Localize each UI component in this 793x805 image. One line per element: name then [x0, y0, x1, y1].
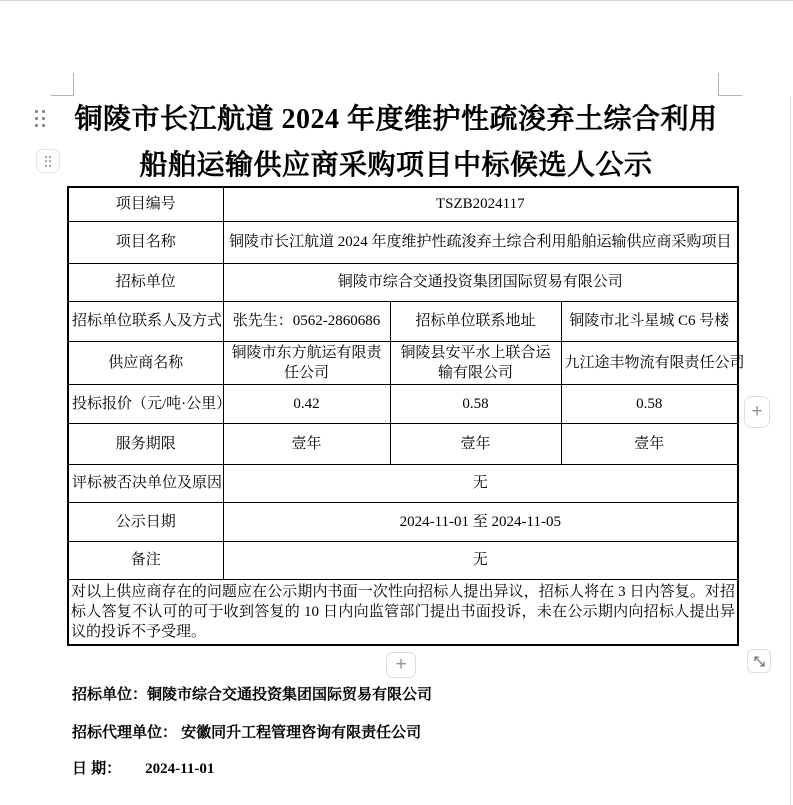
plus-icon: +: [751, 401, 763, 422]
rejected-units-label[interactable]: 评标被否决单位及原因: [68, 464, 223, 502]
publicity-date-value[interactable]: 2024-11-01 至 2024-11-05: [223, 502, 738, 541]
page-title-line-1: 铜陵市长江航道 2024 年度维护性疏浚弃土综合利用: [74, 104, 718, 135]
table-row: [68, 579, 738, 645]
rejected-units-value[interactable]: 无: [223, 464, 738, 502]
page-title-line-2: 船舶运输供应商采购项目中标候选人公示: [139, 150, 653, 181]
six-dots-icon: [45, 156, 52, 167]
supplier-2-term[interactable]: 壹年: [390, 423, 561, 464]
tendering-unit-label[interactable]: 招标单位: [68, 263, 223, 301]
supplier-2-name[interactable]: 铜陵县安平水上联合运输有限公司: [390, 341, 561, 384]
address-label[interactable]: 招标单位联系地址: [390, 301, 561, 341]
margin-crop-mark-top-left: [51, 95, 74, 96]
table-row: [68, 341, 738, 384]
contact-label[interactable]: 招标单位联系人及方式: [68, 301, 223, 341]
margin-crop-mark-top-right: [718, 95, 742, 96]
table-row: [68, 423, 738, 464]
service-term-label[interactable]: 服务期限: [68, 423, 223, 464]
page-title: [74, 97, 718, 189]
margin-crop-mark-top-left: [73, 73, 74, 96]
expand-table-button[interactable]: [747, 649, 771, 673]
table-row: [68, 541, 738, 579]
margin-crop-mark-top-right: [718, 73, 719, 96]
footer-tendering-unit: 招标单位：铜陵市综合交通投资集团国际贸易有限公司: [72, 686, 433, 703]
table-row: [68, 464, 738, 502]
project-name-label[interactable]: 项目名称: [68, 221, 223, 263]
block-drag-handle-icon[interactable]: [35, 110, 45, 127]
tendering-unit-value[interactable]: 铜陵市综合交通投资集团国际贸易有限公司: [223, 263, 738, 301]
remarks-value[interactable]: 无: [223, 541, 738, 579]
project-name-value[interactable]: 铜陵市长江航道 2024 年度维护性疏浚弃土综合利用船舶运输供应商采购项目: [223, 221, 738, 263]
project-number-value[interactable]: TSZB2024117: [223, 187, 738, 221]
supplier-3-term[interactable]: 壹年: [561, 423, 738, 464]
supplier-1-term[interactable]: 壹年: [223, 423, 390, 464]
publicity-date-label[interactable]: 公示日期: [68, 502, 223, 541]
remarks-label[interactable]: 备注: [68, 541, 223, 579]
supplier-3-price[interactable]: 0.58: [561, 384, 738, 423]
add-column-button[interactable]: [744, 396, 770, 428]
bid-price-label[interactable]: 投标报价（元/吨·公里）: [68, 384, 223, 423]
supplier-name-label[interactable]: 供应商名称: [68, 341, 223, 384]
supplier-3-name[interactable]: 九江途丰物流有限责任公司: [561, 341, 738, 384]
supplier-1-name[interactable]: 铜陵市东方航运有限责任公司: [223, 341, 390, 384]
contact-value[interactable]: 张先生：0562-2860686: [223, 301, 390, 341]
six-dots-icon: [35, 110, 45, 127]
table-drag-handle-button[interactable]: [36, 149, 60, 173]
supplier-1-price[interactable]: 0.42: [223, 384, 390, 423]
footer-date-value: 2024-11-01: [145, 761, 215, 777]
table-row: [68, 384, 738, 423]
footer-agency-unit: 招标代理单位： 安徽同升工程管理咨询有限责任公司: [72, 724, 422, 741]
footer-date-line: [72, 758, 214, 780]
objection-notice-text[interactable]: 对以上供应商存在的问题应在公示期内书面一次性向招标人提出异议，招标人将在 3 日内答复。对招标人答复不认可的可于收到答复的 10 日内向监管部门提出书面投诉，未在公示期内向招标人提出异议的投诉不予受理。: [68, 579, 738, 645]
supplier-2-price[interactable]: 0.58: [390, 384, 561, 423]
table-row: [68, 301, 738, 341]
add-row-button[interactable]: [386, 652, 416, 678]
table-row: [68, 187, 738, 221]
table-row: [68, 221, 738, 263]
table-row: [68, 263, 738, 301]
table-row: [68, 502, 738, 541]
plus-icon: +: [395, 654, 407, 675]
address-value[interactable]: 铜陵市北斗星城 C6 号楼: [561, 301, 738, 341]
announcement-table: [67, 186, 745, 646]
expand-icon: [753, 655, 766, 668]
footer-date-label: 日 期：: [72, 760, 122, 777]
page-right-edge-line: [790, 96, 791, 805]
project-number-label[interactable]: 项目编号: [68, 187, 223, 221]
